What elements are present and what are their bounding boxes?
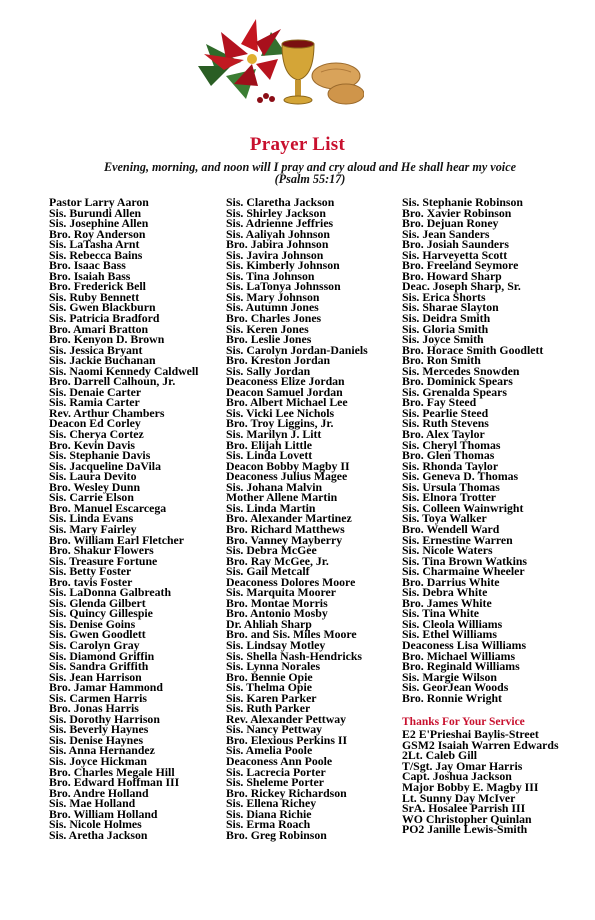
prayer-list-name: Sis. Shella Nash-Hendricks bbox=[226, 648, 363, 663]
page-title: Prayer List bbox=[249, 134, 346, 155]
prayer-list-name: Sis. Nicole Holmes bbox=[49, 817, 142, 832]
prayer-list-name: Sis. Diamond Griffin bbox=[49, 648, 155, 663]
scripture-verse bbox=[40, 161, 580, 185]
prayer-list-name: Bro. and Sis. Miles Moore bbox=[226, 627, 357, 642]
prayer-list-name: Bro. Greg Robinson bbox=[226, 827, 327, 842]
prayer-list-name: Rev. Alexander Pettway bbox=[226, 711, 347, 726]
prayer-list-name: Bro. Kevin Davis bbox=[49, 437, 135, 452]
prayer-list-name: Sis. Treasure Fortune bbox=[49, 553, 158, 568]
prayer-list-name: Sis. Ruth Stevens bbox=[402, 416, 489, 431]
prayer-list-name: Sis. Nicole Waters bbox=[402, 543, 493, 558]
prayer-list-name: Sis. Cleola Williams bbox=[402, 616, 503, 631]
prayer-list-name: Bro. Michael Williams bbox=[402, 648, 516, 663]
prayer-list-name: Sis. Marilyn J. Litt bbox=[226, 427, 322, 442]
service-member-name: WO Christopher Quinlan bbox=[402, 811, 532, 826]
prayer-list-name: Sis. Johana Malvin bbox=[226, 479, 323, 494]
prayer-list-name: Rev. Arthur Chambers bbox=[49, 405, 165, 420]
prayer-list-name: Bro. Horace Smith Goodlett bbox=[402, 342, 544, 357]
prayer-list-name: Bro. Elexious Perkins II bbox=[226, 732, 348, 747]
service-member-name: E2 E'Prieshai Baylis-Street bbox=[402, 727, 539, 742]
service-member-name: Lt. Sunny Day McIver bbox=[402, 790, 516, 805]
prayer-list-name: Sis. Joyce Smith bbox=[402, 332, 484, 347]
prayer-list-name: Bro. Dejuan Roney bbox=[402, 216, 499, 231]
prayer-list-name: Sis. Pearlie Steed bbox=[402, 405, 489, 420]
prayer-list-name: Sis. Tina Johnson bbox=[226, 268, 315, 283]
prayer-list-name: Sis. Jean Sanders bbox=[402, 226, 490, 241]
service-section-title: Thanks For Your Service bbox=[402, 716, 525, 729]
prayer-list-name: Sis. LaTasha Arnt bbox=[49, 237, 140, 252]
names-column-1 bbox=[49, 197, 219, 840]
prayer-list-name: Mother Allene Martin bbox=[226, 490, 338, 505]
prayer-list-name: Sis. Ruth Parker bbox=[226, 701, 311, 716]
prayer-list-name: Sis. Dorothy Harrison bbox=[49, 711, 160, 726]
prayer-list-name: Bro. Xavier Robinson bbox=[402, 205, 512, 220]
prayer-list-name: Sis. Tina White bbox=[402, 606, 480, 621]
prayer-list-name: Sis. Ramia Carter bbox=[49, 395, 140, 410]
prayer-list-name: Bro. Ray McGee, Jr. bbox=[226, 553, 329, 568]
prayer-list-name: Sis. Anna Hernandez bbox=[49, 743, 155, 758]
names-column-3 bbox=[402, 197, 592, 835]
prayer-list-name: Sis. Debra McGee bbox=[226, 543, 317, 558]
prayer-list-name: Bro. Glen Thomas bbox=[402, 448, 495, 463]
prayer-list-name: Sis. Tina Brown Watkins bbox=[402, 553, 528, 568]
prayer-list-name: Sis. Toya Walker bbox=[402, 511, 487, 526]
prayer-list-name: Sis. Lynna Norales bbox=[226, 659, 321, 674]
prayer-list-name: Bro. Albert Michael Lee bbox=[226, 395, 348, 410]
prayer-list-name: Sis. Grenalda Spears bbox=[402, 384, 507, 399]
prayer-list-name: Bro. Wendell Ward bbox=[402, 521, 500, 536]
prayer-list-name: Bro. William Earl Fletcher bbox=[49, 532, 184, 547]
prayer-list-name: Deaconess Lisa Williams bbox=[402, 637, 527, 652]
prayer-list-name: Bro. Kenyon D. Brown bbox=[49, 332, 165, 347]
prayer-list-name: Bro. Howard Sharp bbox=[402, 268, 502, 283]
prayer-list-name: Deaconess Elize Jordan bbox=[226, 374, 345, 389]
verse-reference: (Psalm 55:17) bbox=[274, 172, 346, 186]
prayer-list-name: Bro. Freeland Seymore bbox=[402, 258, 519, 273]
prayer-list-name: Bro. Charles Jones bbox=[226, 311, 322, 326]
prayer-list-name: Sis. Denise Goins bbox=[49, 616, 136, 631]
prayer-list-name: Sis. Claretha Jackson bbox=[226, 195, 335, 209]
prayer-list-name: Sis. Ruby Bennett bbox=[49, 289, 140, 304]
prayer-list-name: Bro. Vanney Mayberry bbox=[226, 532, 343, 547]
prayer-list-name: Sis. Linda Martin bbox=[226, 500, 316, 515]
prayer-list-name: Sis. Gail Metcalf bbox=[226, 564, 310, 579]
prayer-list-name: Bro. Rickey Richardson bbox=[226, 785, 347, 800]
prayer-list-name: Sis. Jackie Buchanan bbox=[49, 353, 156, 368]
prayer-list-name: Bro. Antonio Mosby bbox=[226, 606, 328, 621]
prayer-list-name: Deacon Ed Corley bbox=[49, 416, 141, 431]
prayer-list-name: Bro. Kreston Jordan bbox=[226, 353, 331, 368]
prayer-list-name: Sis. Stephanie Davis bbox=[49, 448, 151, 463]
poinsettia-chalice-bread-illustration bbox=[186, 14, 364, 114]
prayer-list-name: Sis. GeorJean Woods bbox=[402, 680, 509, 695]
prayer-list-name: Sis. Linda Evans bbox=[49, 511, 134, 526]
prayer-list-name: Bro. Richard Matthews bbox=[226, 521, 345, 536]
prayer-list-name: Bro. Alexander Martinez bbox=[226, 511, 352, 526]
prayer-list-name: Bro. Alex Taylor bbox=[402, 427, 485, 442]
prayer-list-name: Sis. Ellena Richey bbox=[226, 796, 317, 811]
prayer-list-name: Sis. Joyce Hickman bbox=[49, 753, 147, 768]
prayer-list-name: Sis. Sharae Slayton bbox=[402, 300, 499, 315]
prayer-list-name: Sis. Gwen Blackburn bbox=[49, 300, 156, 315]
prayer-list-name: Bro. Isaiah Bass bbox=[49, 268, 131, 283]
prayer-list-name: Sis. Cheryl Thomas bbox=[402, 437, 501, 452]
prayer-list-name: Sis. Patricia Bradford bbox=[49, 311, 160, 326]
prayer-list-name: Bro. Charles Megale Hill bbox=[49, 764, 175, 779]
prayer-list-name: Deaconess Dolores Moore bbox=[226, 574, 356, 589]
prayer-list-name: Bro. Josiah Saunders bbox=[402, 237, 509, 252]
prayer-list-name: Sis. Elnora Trotter bbox=[402, 490, 497, 505]
prayer-list-name: Bro. Darrell Calhoun, Jr. bbox=[49, 374, 176, 389]
prayer-list-name: Bro. Roy Anderson bbox=[49, 226, 146, 241]
prayer-list-name: Sis. Kimberly Johnson bbox=[226, 258, 340, 273]
service-member-name: PO2 Janille Lewis-Smith bbox=[402, 822, 528, 837]
prayer-list-name: Sis. Glenda Gilbert bbox=[49, 595, 146, 610]
prayer-list-name: Sis. Autumn Jones bbox=[226, 300, 319, 315]
service-member-name: Capt. Joshua Jackson bbox=[402, 769, 512, 784]
prayer-list-name: Sis. Javira Johnson bbox=[226, 247, 324, 262]
prayer-list-name: Sis. Aaliyah Johnson bbox=[226, 226, 330, 241]
prayer-list-name: Sis. Mary Fairley bbox=[49, 521, 137, 536]
prayer-list-name: Sis. Jean Harrison bbox=[49, 669, 142, 684]
prayer-list-name: Sis. Nancy Pettway bbox=[226, 722, 323, 737]
prayer-list-name: Deaconess Julius Magee bbox=[226, 469, 348, 484]
prayer-list-name: Sis. LaDonna Galbreath bbox=[49, 585, 172, 600]
prayer-list-name: Sis. Naomi Kennedy Caldwell bbox=[49, 363, 199, 378]
prayer-list-name: Sis. Sally Jordan bbox=[226, 363, 311, 378]
prayer-list-name: Sis. Shirley Jackson bbox=[226, 205, 326, 220]
prayer-list-name: Sis. Charmaine Wheeler bbox=[402, 564, 525, 579]
prayer-list-name: Bro. Montae Morris bbox=[226, 595, 328, 610]
prayer-list-name: Sis. Mary Johnson bbox=[226, 289, 320, 304]
prayer-list-name: Sis. Quincy Gillespie bbox=[49, 606, 153, 621]
prayer-list-name: Bro. Edward Hoffman III bbox=[49, 775, 180, 790]
prayer-list-name: Sis. Gloria Smith bbox=[402, 321, 489, 336]
prayer-list-name: Sis. Karen Parker bbox=[226, 690, 317, 705]
prayer-list-name: Bro. Reginald Williams bbox=[402, 659, 520, 674]
prayer-list-name: Bro. Frederick Bell bbox=[49, 279, 146, 294]
prayer-list-name: Deacon Bobby Magby II bbox=[226, 458, 350, 473]
prayer-list-name: Bro. Wesley Dunn bbox=[49, 479, 141, 494]
prayer-list-name: Sis. Burundi Allen bbox=[49, 205, 142, 220]
prayer-list-name: Sis. Debra White bbox=[402, 585, 488, 600]
prayer-list-name: Sis. Gwen Goodlett bbox=[49, 627, 146, 642]
prayer-list-name: Sis. Ursula Thomas bbox=[402, 479, 500, 494]
prayer-list-name: Bro. Troy Liggins, Jr. bbox=[226, 416, 334, 431]
prayer-list-name: Bro. Shakur Flowers bbox=[49, 543, 154, 558]
prayer-list-name: Sis. LaTonya Johnsson bbox=[226, 279, 341, 294]
prayer-list-name: Bro. Andre Holland bbox=[49, 785, 149, 800]
prayer-list-name: Bro. Leslie Jones bbox=[226, 332, 312, 347]
prayer-list-name: Sis. Lacrecia Porter bbox=[226, 764, 326, 779]
prayer-list-name: Bro. William Holland bbox=[49, 806, 158, 821]
service-member-name: SrA. Hosalee Parrish III bbox=[402, 801, 526, 816]
prayer-list-name: Sis. Carolyn Jordan-Daniels bbox=[226, 342, 368, 357]
prayer-list-name: Sis. Mae Holland bbox=[49, 796, 136, 811]
prayer-list-name: Sis. Adrienne Jeffries bbox=[226, 216, 334, 231]
prayer-list-name: Sis. Linda Lovett bbox=[226, 448, 313, 463]
prayer-list-name: Bro. Dominick Spears bbox=[402, 374, 513, 389]
prayer-list-name: Bro. Fay Steed bbox=[402, 395, 477, 410]
prayer-list-name: Sis. Ernestine Warren bbox=[402, 532, 513, 547]
prayer-list-name: Bro. Isaac Bass bbox=[49, 258, 126, 273]
prayer-list-name: Bro. Amari Bratton bbox=[49, 321, 149, 336]
verse-text: Evening, morning, and noon will I pray and cry aloud and He shall hear my voice bbox=[103, 160, 517, 174]
prayer-list-name: Sis. Beverly Haynes bbox=[49, 722, 149, 737]
prayer-list-name: Sis. Jessica Bryant bbox=[49, 342, 143, 357]
prayer-list-name: Bro. Jonas Harris bbox=[49, 701, 139, 716]
prayer-list-name: Deacon Samuel Jordan bbox=[226, 384, 343, 399]
prayer-list-name: Sis. Erica Shorts bbox=[402, 289, 486, 304]
prayer-list-name: Sis. Josephine Allen bbox=[49, 216, 149, 231]
prayer-list-name: Deac. Joseph Sharp, Sr. bbox=[402, 279, 521, 294]
prayer-list-name: Sis. Denaie Carter bbox=[49, 384, 142, 399]
prayer-list-name: Bro. tavis Foster bbox=[49, 574, 133, 589]
prayer-list-name: Sis. Stephanie Robinson bbox=[402, 195, 523, 209]
prayer-list-name: Sis. Cherya Cortez bbox=[49, 427, 144, 442]
prayer-list-name: Sis. Harveyetta Scott bbox=[402, 247, 508, 262]
prayer-list-name: Bro. Jamar Hammond bbox=[49, 680, 163, 695]
prayer-list-name: Bro. Jabira Johnson bbox=[226, 237, 329, 252]
prayer-list-name: Sis. Sandra Griffith bbox=[49, 659, 149, 674]
prayer-list-name: Deaconess Ann Poole bbox=[226, 753, 333, 768]
prayer-list-name: Sis. Carmen Harris bbox=[49, 690, 147, 705]
prayer-list-name: Sis. Carolyn Gray bbox=[49, 637, 140, 652]
prayer-list-name: Sis. Erma Roach bbox=[226, 817, 311, 832]
prayer-list-name: Sis. Laura Devito bbox=[49, 469, 137, 484]
prayer-list-name: Sis. Vicki Lee Nichols bbox=[226, 405, 335, 420]
prayer-list-name: Sis. Deidra Smith bbox=[402, 311, 491, 326]
prayer-list-name: Pastor Larry Aaron bbox=[49, 195, 149, 209]
prayer-list-name: Sis. Rhonda Taylor bbox=[402, 458, 499, 473]
service-member-name: GSM2 Isaiah Warren Edwards bbox=[402, 737, 559, 752]
prayer-list-name: Sis. Geneva D. Thomas bbox=[402, 469, 519, 484]
prayer-list-name: Sis. Sheleme Porter bbox=[226, 775, 324, 790]
prayer-list-name: Sis. Amelia Poole bbox=[226, 743, 313, 758]
prayer-list-name: Sis. Colleen Wainwright bbox=[402, 500, 524, 515]
prayer-list-name: Bro. Elijah Little bbox=[226, 437, 312, 452]
prayer-list-name: Sis. Margie Wilson bbox=[402, 669, 497, 684]
prayer-list-name: Sis. Carrie Elson bbox=[49, 490, 134, 505]
service-member-name: Major Bobby E. Magby III bbox=[402, 779, 539, 794]
prayer-list-name: Bro. Darrius White bbox=[402, 574, 500, 589]
prayer-list-name: Sis. Diana Richie bbox=[226, 806, 312, 821]
prayer-list-name: Sis. Mercedes Snowden bbox=[402, 363, 520, 378]
prayer-list-name: Bro. James White bbox=[402, 595, 492, 610]
prayer-list-name: Bro. Ron Smith bbox=[402, 353, 481, 368]
prayer-list-name: Bro. Bennie Opie bbox=[226, 669, 313, 684]
prayer-list-name: Sis. Aretha Jackson bbox=[49, 827, 148, 842]
prayer-list-name: Sis. Betty Foster bbox=[49, 564, 132, 579]
prayer-list-name: Sis. Thelma Opie bbox=[226, 680, 312, 695]
prayer-list-name: Sis. Lindsay Motley bbox=[226, 637, 326, 652]
prayer-list-name: Bro. Ronnie Wright bbox=[402, 690, 502, 705]
prayer-list-name: Dr. Ahliah Sharp bbox=[226, 616, 312, 631]
prayer-list-name: Sis. Rebecca Bains bbox=[49, 247, 143, 262]
prayer-list-name: Sis. Keren Jones bbox=[226, 321, 309, 336]
prayer-list-name: Sis. Denise Haynes bbox=[49, 732, 144, 747]
service-member-name: 2Lt. Caleb Gill bbox=[402, 748, 478, 763]
prayer-list-name: Sis. Jacqueline DaVila bbox=[49, 458, 161, 473]
prayer-list-name: Bro. Manuel Escarcega bbox=[49, 500, 167, 515]
prayer-list-name: Sis. Ethel Williams bbox=[402, 627, 497, 642]
prayer-list-name: Sis. Marquita Moorer bbox=[226, 585, 336, 600]
service-member-name: T/Sgt. Jay Omar Harris bbox=[402, 758, 523, 773]
names-column-2 bbox=[226, 197, 398, 840]
